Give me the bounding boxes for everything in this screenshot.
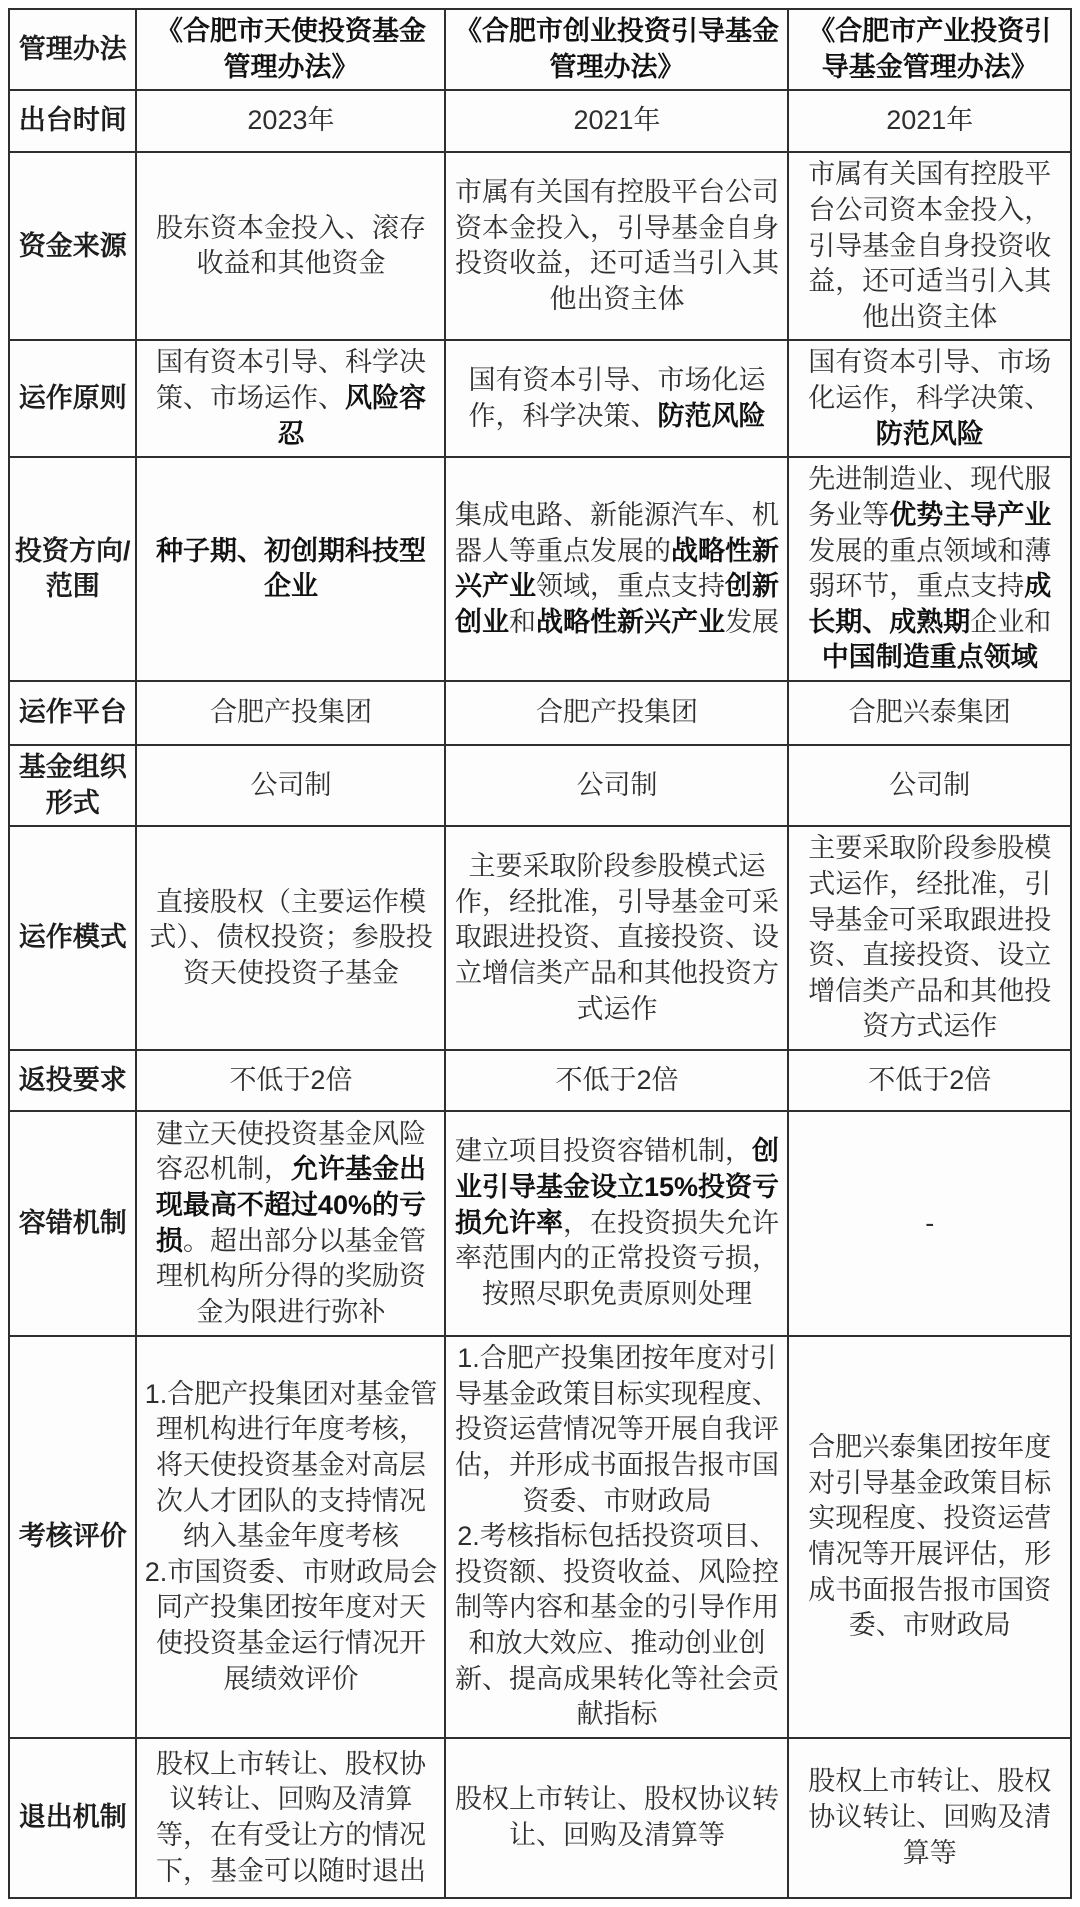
cell-text: ，在投资损失允许率范围内的正常投资亏损，按照尽职免责原则处理 — [454, 1207, 779, 1309]
row-label: 容错机制 — [9, 1111, 136, 1336]
table-cell — [445, 340, 788, 457]
cell-text: 公司制 — [250, 769, 332, 800]
fund-comparison-table — [8, 8, 1072, 1899]
cell-text: 直接股权（主要运作模式）、债权投资；参股投资天使投资子基金 — [149, 886, 433, 988]
table-cell — [445, 1050, 788, 1111]
cell-text-bold: 防范风险 — [657, 400, 766, 431]
cell-text-bold: 《合肥市天使投资基金管理办法》 — [155, 16, 426, 82]
table-cell — [136, 1050, 445, 1111]
table-row — [9, 1738, 1071, 1898]
cell-text-bold: 风险容忍 — [277, 383, 426, 449]
row-label: 出台时间 — [9, 90, 136, 152]
cell-text: 不低于2倍 — [555, 1064, 679, 1095]
cell-text-bold: 允许基金出现最高不超过40%的亏损 — [155, 1154, 426, 1256]
table-row — [9, 1050, 1071, 1111]
table-row — [9, 9, 1071, 90]
table-cell — [788, 340, 1071, 457]
table-cell — [136, 9, 445, 90]
row-label: 基金组织形式 — [9, 745, 136, 826]
table-row — [9, 681, 1071, 745]
cell-text: 1.合肥产投集团对基金管理机构进行年度考核，将天使投资基金对高层次人才团队的支持情况纳入基金年度考核 — [144, 1378, 438, 1552]
row-label: 退出机制 — [9, 1738, 136, 1898]
cell-text: 2.考核指标包括投资项目、投资额、投资收益、风险控制等内容和基金的引导作用和放大效应、推动创业创新、提高成果转化等社会贡献指标 — [454, 1521, 779, 1730]
table-cell — [136, 826, 445, 1050]
cell-text: 股权上市转让、股权协议转让、回购及清算等 — [454, 1784, 779, 1850]
table-row — [9, 457, 1071, 681]
table-cell — [136, 1336, 445, 1738]
cell-text-bold: 优势主导产业 — [889, 499, 1052, 530]
table-cell — [788, 152, 1071, 340]
cell-text: 公司制 — [889, 769, 971, 800]
cell-text-bold: 创新创业 — [454, 571, 779, 637]
cell-text: 主要采取阶段参股模式运作，经批准，引导基金可采取跟进投资、直接投资、设立增信类产品和其他投资方式运作 — [808, 833, 1052, 1042]
table-row — [9, 1336, 1071, 1738]
cell-text: 股东资本金投入、滚存收益和其他资金 — [155, 212, 426, 279]
table-row — [9, 152, 1071, 340]
table-cell — [788, 90, 1071, 152]
cell-text: 和 — [508, 606, 536, 637]
cell-text: 发展的重点领域和薄弱环节，重点支持 — [808, 535, 1052, 602]
table-cell — [788, 457, 1071, 681]
table-cell — [445, 826, 788, 1050]
table-row — [9, 340, 1071, 457]
cell-text-bold: 中国制造重点领域 — [821, 642, 1038, 673]
row-label: 考核评价 — [9, 1336, 136, 1738]
cell-text: 合肥兴泰集团按年度对引导基金政策目标实现程度、投资运营情况等开展评估，形成书面报告报市国资委、市财政局 — [808, 1432, 1052, 1641]
table-cell — [136, 1738, 445, 1898]
cell-text: 企业和 — [970, 606, 1052, 637]
table-cell — [445, 152, 788, 340]
table-cell — [445, 1336, 788, 1738]
cell-text: 1.合肥产投集团按年度对引导基金政策目标实现程度、投资运营情况等开展自我评估，并形成书面报告报市国资委、市财政局 — [454, 1343, 779, 1516]
cell-text: 建立项目投资容错机制， — [454, 1136, 752, 1167]
cell-text: 市属有关国有控股平台公司资本金投入，引导基金自身投资收益，还可适当引入其他出资主体 — [454, 177, 779, 314]
cell-text: 国有资本引导、市场化运作，科学决策、 — [808, 347, 1052, 413]
cell-text-bold: 防范风险 — [875, 418, 984, 449]
cell-text: 建立天使投资基金风险容忍机制， — [155, 1118, 426, 1185]
cell-text-bold: 创业引导基金设立15%投资亏损允许率 — [454, 1136, 779, 1238]
cell-text-bold: 战略性新兴产业 — [535, 606, 725, 637]
cell-text: 发展 — [724, 606, 779, 637]
cell-text: 国有资本引导、科学决策、市场运作、 — [155, 347, 426, 413]
cell-text: 。超出部分以基金管理机构所分得的奖励资金为限进行弥补 — [155, 1225, 426, 1327]
row-label: 投资方向/范围 — [9, 457, 136, 681]
cell-text: 集成电路、新能源汽车、机器人等重点发展的 — [454, 499, 779, 566]
cell-text-bold: 《合肥市产业投资引导基金管理办法》 — [808, 16, 1052, 82]
table-cell — [788, 745, 1071, 826]
row-label: 返投要求 — [9, 1050, 136, 1111]
table-row — [9, 826, 1071, 1050]
table-cell — [788, 1050, 1071, 1111]
table-cell — [788, 681, 1071, 745]
table-cell — [445, 90, 788, 152]
table-row — [9, 1111, 1071, 1336]
table-cell — [788, 1738, 1071, 1898]
cell-text: 股权上市转让、股权协议转让、回购及清算等，在有受让方的情况下，基金可以随时退出 — [155, 1748, 426, 1886]
table-cell — [445, 1738, 788, 1898]
row-label: 运作原则 — [9, 340, 136, 457]
cell-text: 先进制造业、现代服务业等 — [808, 464, 1052, 530]
row-label: 运作平台 — [9, 681, 136, 745]
table-cell — [136, 90, 445, 152]
table-cell — [136, 152, 445, 340]
cell-text: 公司制 — [576, 769, 658, 800]
cell-text: 领域，重点支持 — [535, 571, 725, 602]
cell-text: 市属有关国有控股平台公司资本金投入，引导基金自身投资收益，还可适当引入其他出资主体 — [808, 159, 1052, 332]
table-cell — [445, 457, 788, 681]
cell-text-bold: 种子期、初创期科技型企业 — [155, 535, 426, 602]
table-cell — [136, 340, 445, 457]
cell-text: 合肥产投集团 — [535, 697, 698, 728]
table-cell — [445, 1111, 788, 1336]
cell-text: - — [925, 1207, 935, 1238]
cell-text: 不低于2倍 — [229, 1064, 353, 1095]
table-cell — [788, 9, 1071, 90]
table-cell — [445, 745, 788, 826]
table-body — [9, 9, 1071, 1898]
cell-text: 2.市国资委、市财政局会同产投集团按年度对天使投资基金运行情况开展绩效评价 — [144, 1556, 438, 1694]
table-cell — [788, 1111, 1071, 1336]
table-row — [9, 745, 1071, 826]
cell-text-bold: 战略性新兴产业 — [454, 535, 779, 602]
table-cell — [136, 1111, 445, 1336]
cell-text: 国有资本引导、市场化运作，科学决策、 — [468, 365, 766, 431]
cell-text: 主要采取阶段参股模式运作，经批准，引导基金可采取跟进投资、直接投资、设立增信类产品和其他投资方式运作 — [454, 851, 779, 1024]
table-row — [9, 90, 1071, 152]
table-cell — [445, 9, 788, 90]
cell-text: 2021年 — [573, 105, 661, 136]
cell-text: 股权上市转让、股权协议转让、回购及清算等 — [808, 1766, 1052, 1868]
cell-text-bold: 成长期、成熟期 — [808, 571, 1052, 637]
row-label: 运作模式 — [9, 826, 136, 1050]
cell-text: 合肥兴泰集团 — [848, 697, 1011, 728]
cell-text: 不低于2倍 — [868, 1064, 992, 1095]
row-label: 资金来源 — [9, 152, 136, 340]
table-cell — [136, 457, 445, 681]
cell-text-bold: 《合肥市创业投资引导基金管理办法》 — [454, 16, 779, 82]
cell-text: 合肥产投集团 — [209, 697, 372, 728]
table-cell — [788, 826, 1071, 1050]
table-cell — [788, 1336, 1071, 1738]
row-label: 管理办法 — [9, 9, 136, 90]
table-cell — [136, 681, 445, 745]
cell-text: 2023年 — [247, 105, 335, 136]
cell-text: 2021年 — [886, 105, 974, 136]
table-cell — [445, 681, 788, 745]
table-cell — [136, 745, 445, 826]
